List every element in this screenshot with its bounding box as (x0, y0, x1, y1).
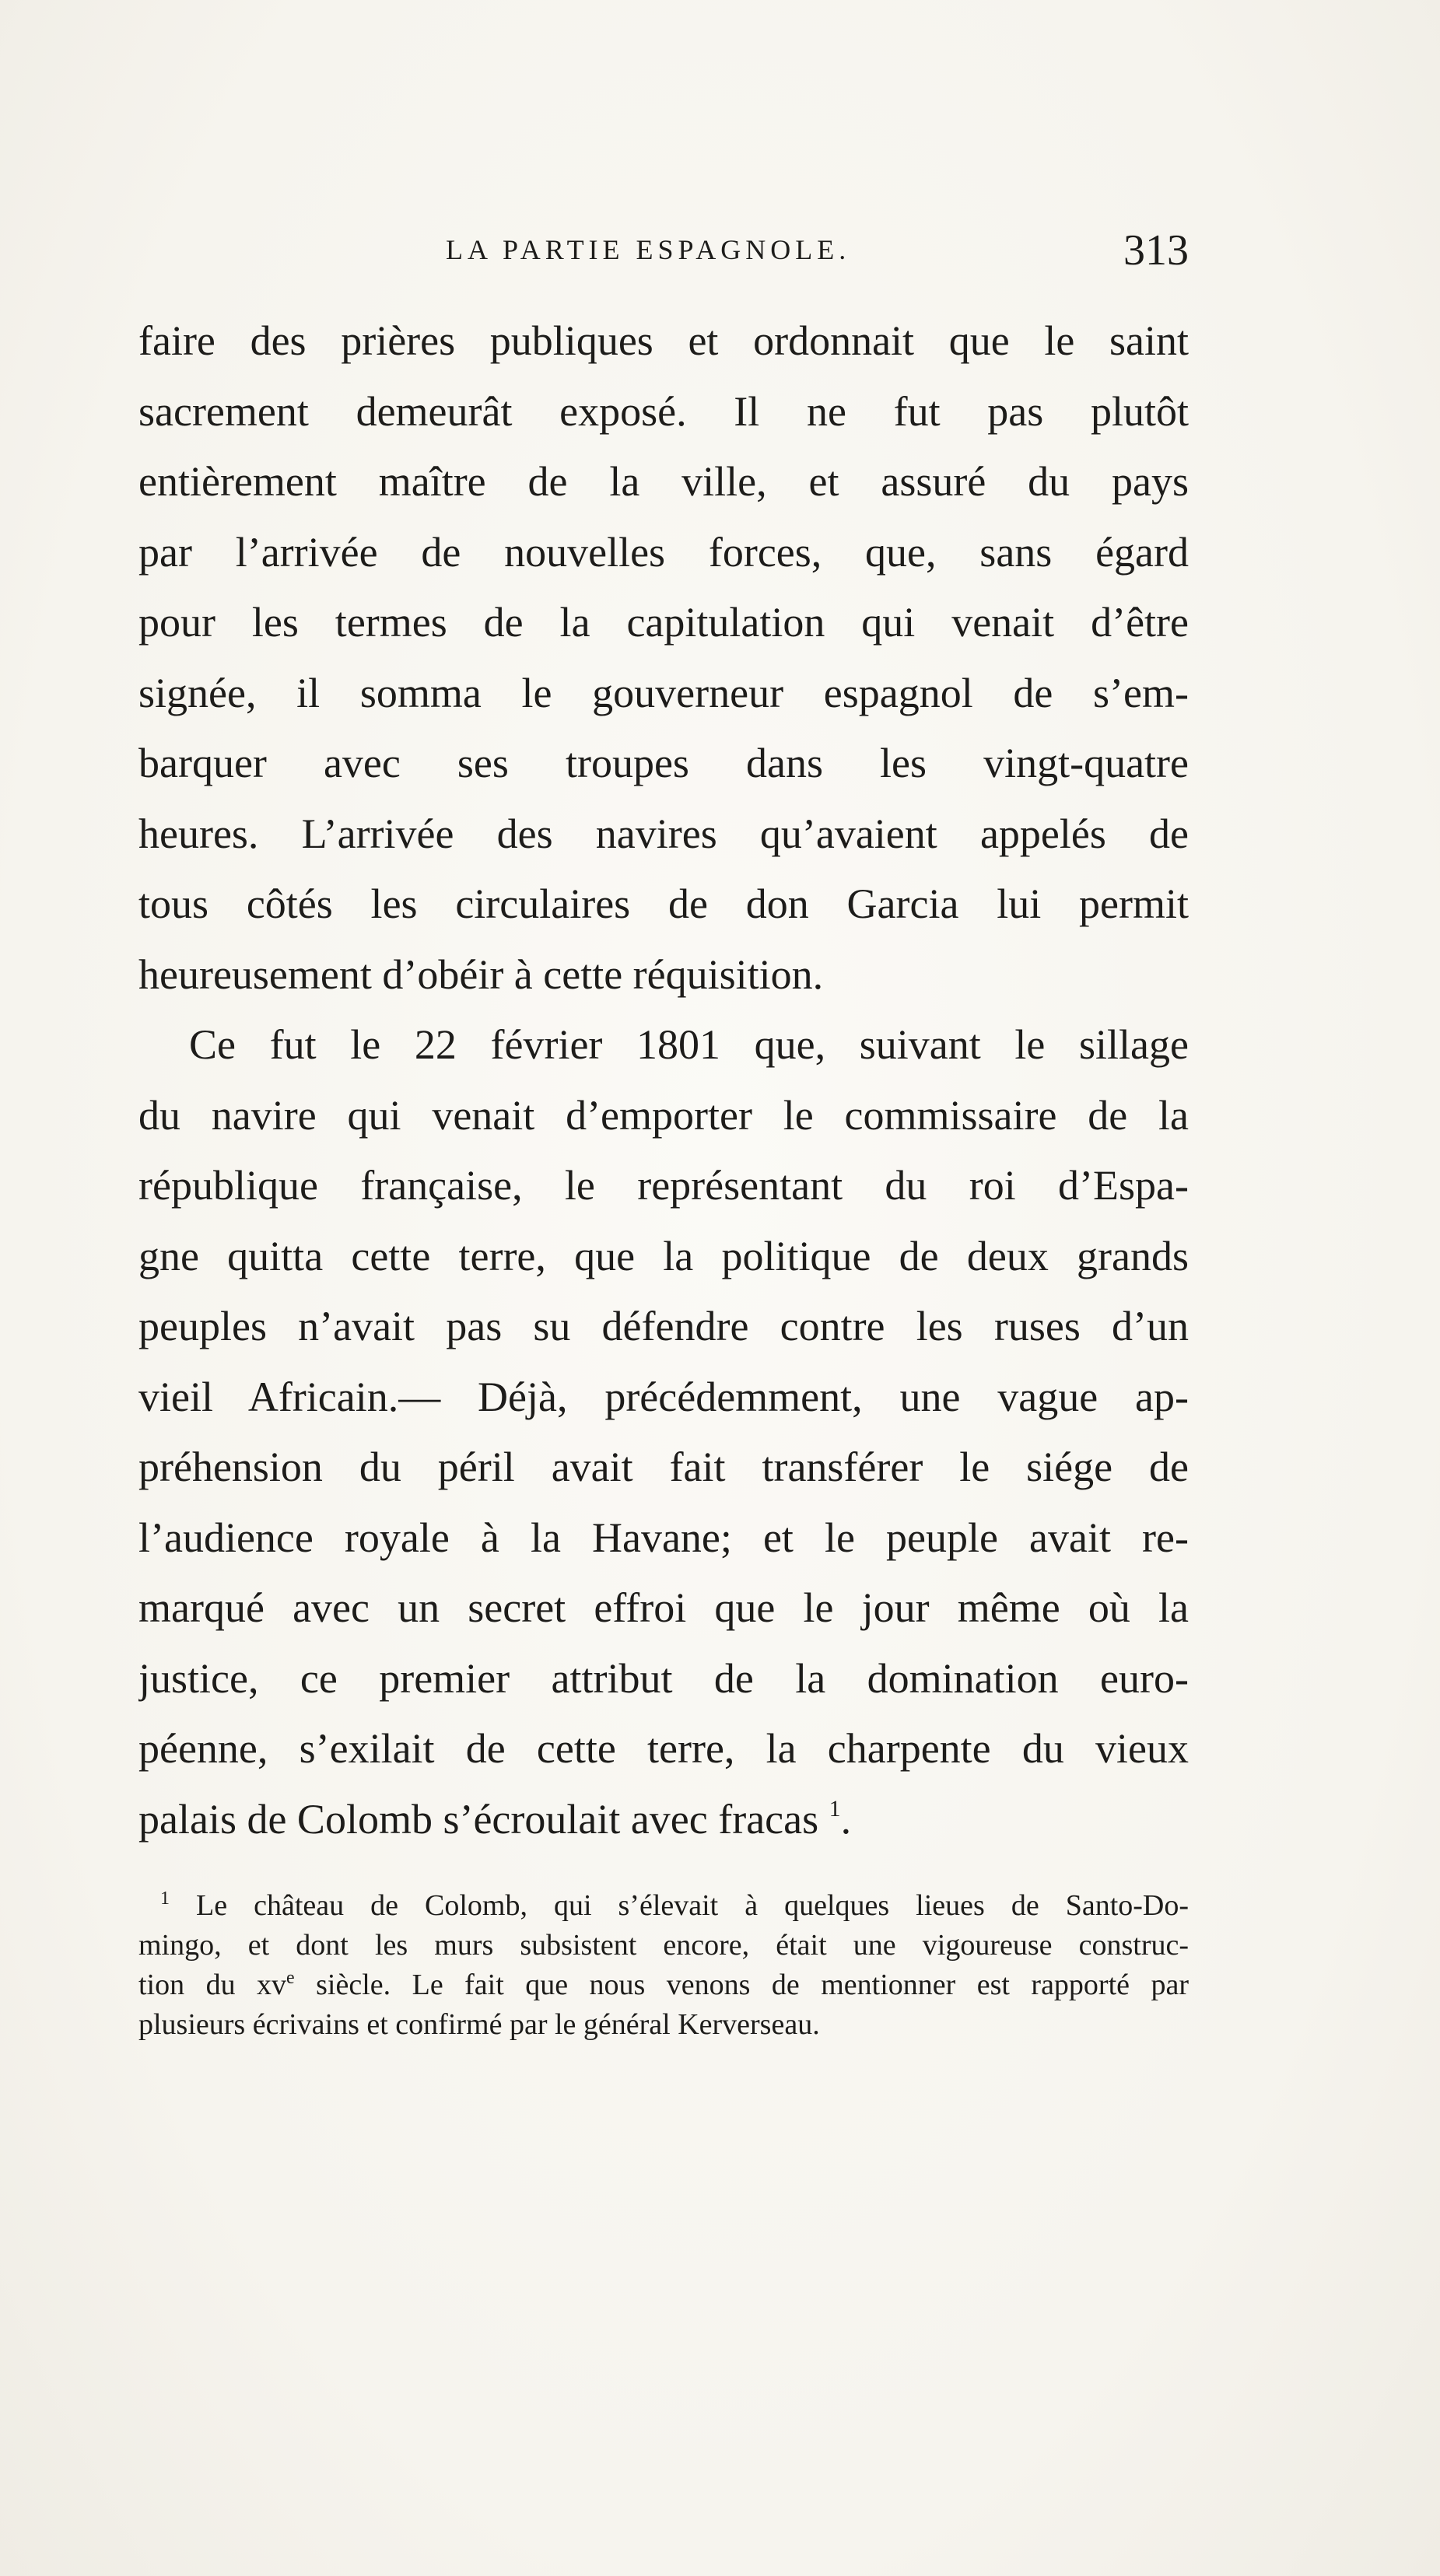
running-title: LA PARTIE ESPAGNOLE. (446, 234, 851, 265)
text-line: du navire qui venait d’emporter le commissaire de la (138, 1091, 1189, 1139)
footnote-line-text: tion du xv (138, 1969, 287, 2001)
text-line: vieil Africain.— Déjà, précédemment, une vague ap- (138, 1373, 1189, 1420)
text-line: république française, le représentant du roi d’Espa- (138, 1162, 1189, 1209)
footnote-line (138, 1886, 1189, 1926)
text-line: justice, ce premier attribut de la domination euro- (138, 1654, 1189, 1702)
text-line: péenne, s’exilait de cette terre, la charpente du vieux (138, 1725, 1189, 1772)
final-line-text: palais de Colomb s’écroulait avec fracas (138, 1795, 819, 1843)
text-line-final (138, 1784, 1189, 1855)
page-number: 313 (1123, 226, 1189, 275)
footnote-line: mingo, et dont les murs subsistent encore, était une vigoureuse construc- (138, 1929, 1189, 1962)
text-line: signée, il somma le gouverneur espagnol de s’em- (138, 669, 1189, 716)
footnote-line-text: Le château de Colomb, qui s’élevait à quelques lieues de Santo-Do- (196, 1889, 1189, 1922)
text-line: faire des prières publiques et ordonnait que le saint (138, 317, 1189, 364)
text-line: heures. L’arrivée des navires qu’avaient appelés de (138, 810, 1189, 857)
text-line: sacrement demeurât exposé. Il ne fut pas plutôt (138, 387, 1189, 435)
footnote-marker: 1 (160, 1888, 170, 1909)
text-line: entièrement maître de la ville, et assuré du pays (138, 458, 1189, 505)
body-text (138, 306, 1189, 1854)
paragraph-start-line: Ce fut le 22 février 1801 que, suivant le sillage (189, 1021, 1189, 1068)
text-line: heureusement d’obéir à cette réquisition. (138, 950, 824, 998)
footnote-line-text: siècle. Le fait que nous venons de mentionner est rapporté par (294, 1969, 1189, 2001)
footnote-line (138, 1965, 1189, 2005)
text-line: gne quitta cette terre, que la politique de deux grands (138, 1232, 1189, 1279)
final-punctuation: . (840, 1795, 852, 1843)
text-line: l’audience royale à la Havane; et le peuple avait re- (138, 1514, 1189, 1561)
text-line: tous côtés les circulaires de don Garcia lui permit (138, 880, 1189, 927)
text-line: pour les termes de la capitulation qui venait d’être (138, 599, 1189, 646)
page-header (138, 226, 1189, 280)
century-superscript: e (286, 1968, 295, 1988)
text-line: préhension du péril avait fait transférer le siége de (138, 1444, 1189, 1490)
text-line: par l’arrivée de nouvelles forces, que, sans égard (138, 528, 1189, 576)
text-line: peuples n’avait pas su défendre contre les ruses d’un (138, 1303, 1189, 1349)
footnote (138, 1886, 1189, 2045)
footnote-line: plusieurs écrivains et confirmé par le général Kerverseau. (138, 2008, 820, 2041)
footnote-reference[interactable]: 1 (829, 1795, 841, 1822)
text-line: marqué avec un secret effroi que le jour même où la (138, 1584, 1189, 1631)
text-line: barquer avec ses troupes dans les vingt-quatre (138, 740, 1189, 786)
